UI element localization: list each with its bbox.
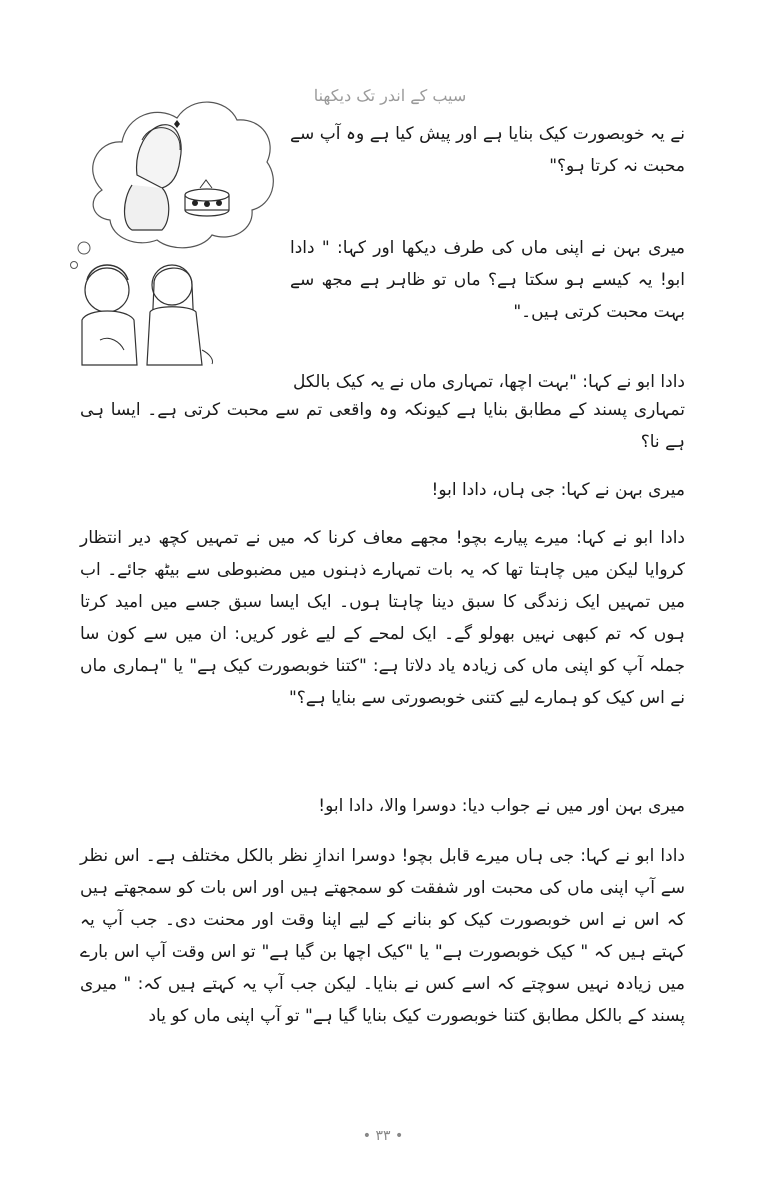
paragraph-6: میری بہن اور میں نے جواب دیا: دوسرا والا، دادا ابو! (318, 796, 685, 816)
running-header: سیب کے اندر تک دیکھنا (313, 86, 467, 105)
paragraph-2: میری بہن نے اپنی ماں کی طرف دیکھا اور کہا: " دادا ابو! یہ کیسے ہو سکتا ہے؟ ماں تو ظاہر ہے مجھ سے بہت محبت کرتی ہیں۔" (290, 238, 685, 322)
paragraph-1: نے یہ خوبصورت کیک بنایا ہے اور پیش کیا ہے وہ آپ سے محبت نہ کرتا ہو؟" (290, 124, 685, 176)
paragraph-3-line-1: دادا ابو نے کہا: "بہت اچھا، تمہاری ماں نے یہ کیک بالکل (292, 372, 685, 392)
paragraph-5: دادا ابو نے کہا: میرے پیارے بچو! مجھے معاف کرنا کہ میں نے تمہیں کچھ دیر انتظار کروایا لیکن میں چاہتا تھا کہ یہ بات تمہارے ذہنوں میں مضبوطی سے بیٹھ جائے۔ اب میں تمہیں ایک زندگی کا سبق دینا چاہتا ہوں۔ ایک ایسا سبق جسے میں امید کرتا ہوں کہ تم کبھی نہیں بھولو گے۔ ایک لمحے کے لیے غور کریں: ان میں سے کون سا جملہ آپ کو اپنی ماں کی زیادہ یاد دلاتا ہے: "کتنا خوبصورت کیک ہے" یا "ہماری ماں نے اس کیک کو ہمارے لیے کتنی خوبصورتی سے بنایا ہے؟" (80, 528, 685, 708)
paragraph-7: دادا ابو نے کہا: جی ہاں میرے قابل بچو! دوسرا اندازِ نظر بالکل مختلف ہے۔ اس نظر سے آپ اپنی ماں کی محبت اور شفقت کو سمجھتے ہیں اور اس بات کو سمجھتے ہیں کہ اس نے اس خوبصورت کیک کو بنانے کے لیے اپنا وقت اور محنت دی۔ جب آپ یہ کہتے ہیں کہ " کیک خوبصورت ہے" یا "کیک اچھا بن گیا ہے" تو اس وقت آپ اس بارے میں زیادہ نہیں سوچتے کہ اسے کس نے بنایا۔ لیکن جب آپ یہ کہتے ہیں کہ: " میری پسند کے بالکل مطابق کتنا خوبصورت کیک بنایا گیا ہے" تو آپ اپنی ماں کو یاد (80, 846, 685, 1026)
paragraph-3-line-2: تمہاری پسند کے مطابق بنایا ہے کیونکہ وہ واقعی تم سے محبت کرتی ہے۔ ایسا ہی ہے نا؟ (80, 400, 685, 452)
paragraph-4: میری بہن نے کہا: جی ہاں، دادا ابو! (431, 480, 685, 500)
mother-children-cake-illustration (62, 80, 282, 380)
page-number: • ۳۳ • (362, 1128, 404, 1144)
